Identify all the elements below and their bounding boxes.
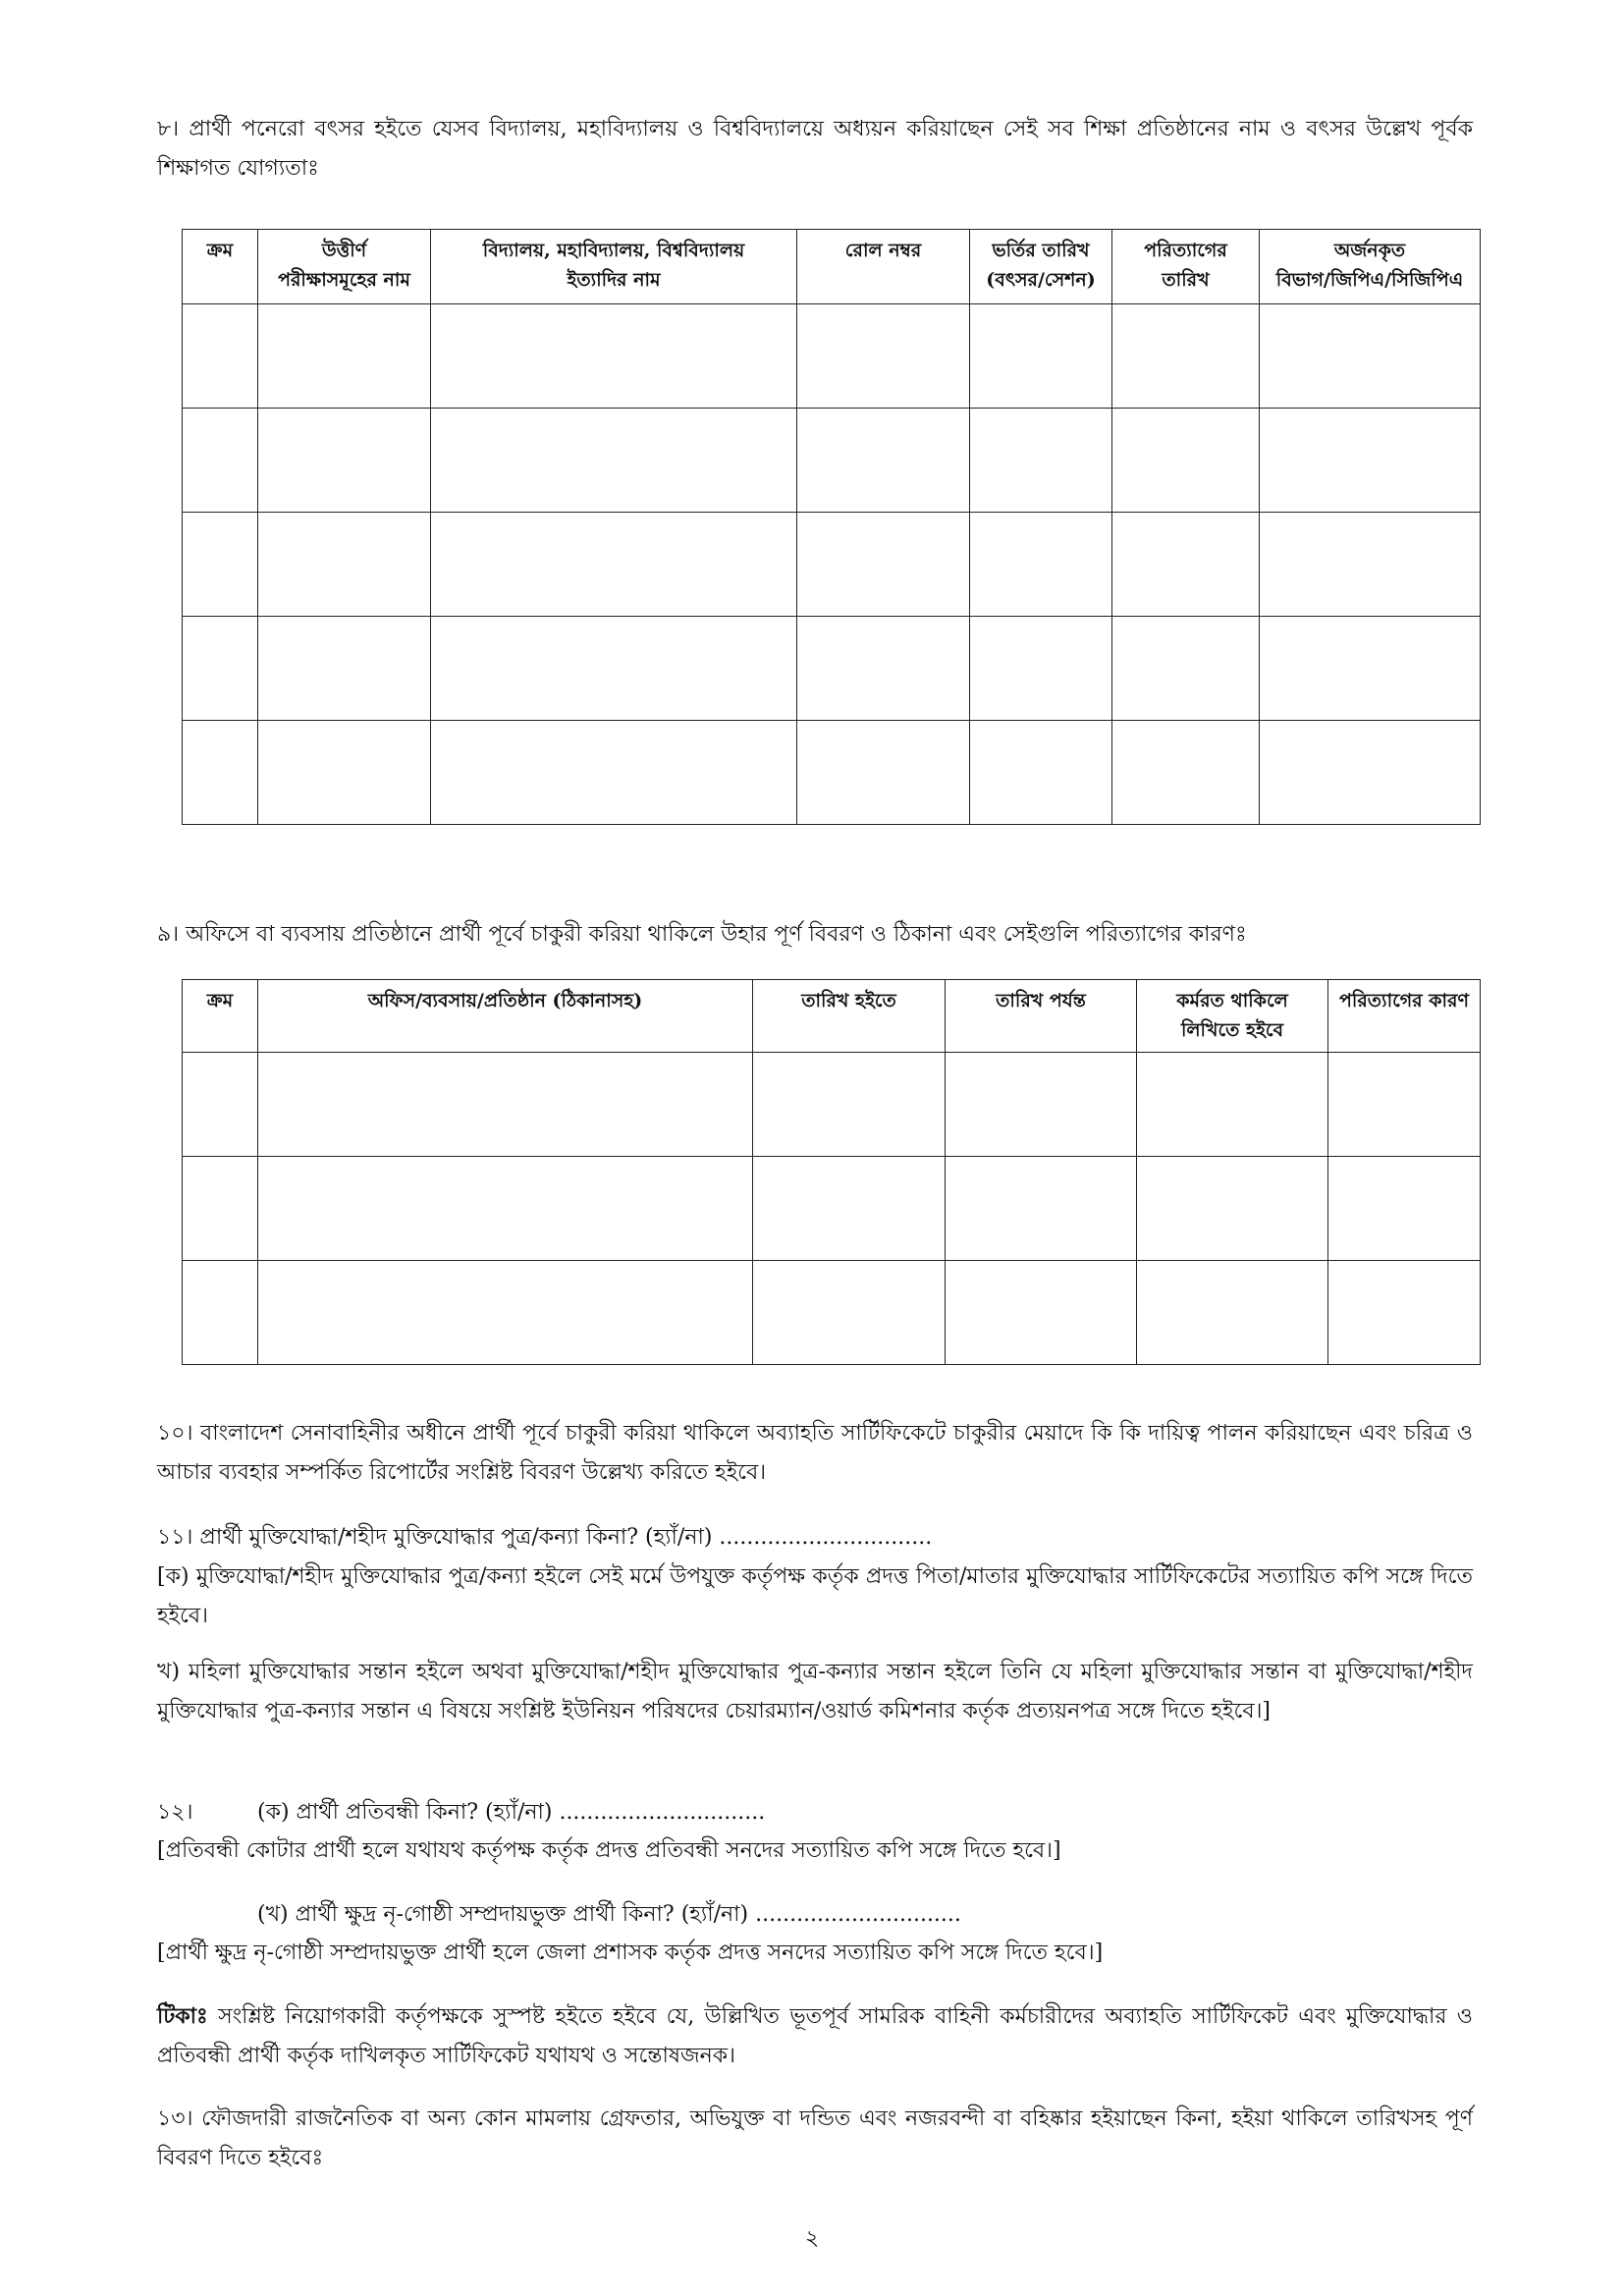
cell[interactable] <box>431 617 797 721</box>
cell[interactable] <box>183 1053 258 1157</box>
table-row <box>183 409 1481 513</box>
tika-label: টিকাঃ <box>157 2003 208 2029</box>
cell[interactable] <box>1260 409 1481 513</box>
cell[interactable] <box>258 513 431 617</box>
cell[interactable] <box>970 304 1112 409</box>
cell[interactable] <box>970 721 1112 825</box>
cell[interactable] <box>946 1053 1137 1157</box>
cell[interactable] <box>431 721 797 825</box>
cell[interactable] <box>946 1157 1137 1261</box>
cell[interactable] <box>431 304 797 409</box>
cell[interactable] <box>797 513 970 617</box>
cell[interactable] <box>183 304 258 409</box>
cell[interactable] <box>1328 1261 1481 1365</box>
col-exam-name: উত্তীর্ণ পরীক্ষাসমূহের নাম <box>258 230 431 304</box>
col-admission-date: ভর্তির তারিখ (বৎসর/সেশন) <box>970 230 1112 304</box>
table-row <box>183 1053 1481 1157</box>
section-11-question: ১১। প্রার্থী মুক্তিযোদ্ধা/শহীদ মুক্তিযোদ্ধার পুত্র/কন্যা কিনা? (হ্যাঁ/না) ............................... <box>157 1525 933 1550</box>
section-12-number: ১২। <box>157 1800 193 1825</box>
section-9-heading: ৯। অফিসে বা ব্যবসায় প্রতিষ্ঠানে প্রার্থী পূর্বে চাকুরী করিয়া থাকিলে উহার পূর্ণ বিবরণ ও ঠিকানা এবং সেইগুলি পরিত্যাগের কারণঃ <box>157 922 1247 947</box>
col-date-to: তারিখ পর্যন্ত <box>946 980 1137 1053</box>
cell[interactable] <box>258 304 431 409</box>
cell[interactable] <box>1137 1157 1328 1261</box>
cell[interactable] <box>753 1261 946 1365</box>
section-11-note-b: খ) মহিলা মুক্তিযোদ্ধার সন্তান হইলে অথবা মুক্তিযোদ্ধা/শহীদ মুক্তিযোদ্ধার পুত্র-কন্যার সন্তান হইলে তিনি যে মহিলা মুক্তিযোদ্ধার সন্তান বা মুক্তিযোদ্ধা/শহীদ মুক্তিযোদ্ধার পুত্র-কন্যার সন্তান এ বিষয়ে সংশ্লিষ্ট ইউনিয়ন পরিষদের চেয়ারম্যান/ওয়ার্ড কমিশনার কর্তৃক প্রত্যয়নপত্র সঙ্গে দিতে হইবে।] <box>157 1660 1473 1723</box>
cell[interactable] <box>797 721 970 825</box>
cell[interactable] <box>1137 1261 1328 1365</box>
cell[interactable] <box>1112 617 1260 721</box>
cell[interactable] <box>183 513 258 617</box>
section-12-question-a: (ক) প্রার্থী প্রতিবন্ধী কিনা? (হ্যাঁ/না) .............................. <box>257 1800 766 1825</box>
cell[interactable] <box>970 409 1112 513</box>
cell[interactable] <box>797 409 970 513</box>
cell[interactable] <box>1328 1157 1481 1261</box>
cell[interactable] <box>1112 721 1260 825</box>
table-row <box>183 721 1481 825</box>
col-if-employed: কর্মরত থাকিলে লিখিতে হইবে <box>1137 980 1328 1053</box>
cell[interactable] <box>797 304 970 409</box>
cell[interactable] <box>1112 409 1260 513</box>
col-serial: ক্রম <box>183 230 258 304</box>
cell[interactable] <box>1112 304 1260 409</box>
cell[interactable] <box>797 617 970 721</box>
cell[interactable] <box>1260 721 1481 825</box>
cell[interactable] <box>753 1157 946 1261</box>
cell[interactable] <box>183 1261 258 1365</box>
section-12-note-a: [প্রতিবন্ধী কোটার প্রার্থী হলে যথাযথ কর্তৃপক্ষ কর্তৃক প্রদত্ত প্রতিবন্ধী সনদের সত্যায়িত কপি সঙ্গে দিতে হবে।] <box>157 1838 1061 1863</box>
col-office-address: অফিস/ব্যবসায়/প্রতিষ্ঠান (ঠিকানাসহ) <box>258 980 753 1053</box>
cell[interactable] <box>946 1261 1137 1365</box>
col-institution-name: বিদ্যালয়, মহাবিদ্যালয়, বিশ্ববিদ্যালয় ইত্যাদির নাম <box>431 230 797 304</box>
cell[interactable] <box>1260 304 1481 409</box>
cell[interactable] <box>1137 1053 1328 1157</box>
table-row <box>183 617 1481 721</box>
section-8-heading: ৮। প্রার্থী পনেরো বৎসর হইতে যেসব বিদ্যালয়, মহাবিদ্যালয় ও বিশ্ববিদ্যালয়ে অধ্যয়ন করিয়াছেন সেই সব শিক্ষা প্রতিষ্ঠানের নাম ও বৎসর উল্লেখ পূর্বক শিক্ষাগত যোগ্যতাঃ <box>157 117 1473 181</box>
section-11-note-a: [ক) মুক্তিযোদ্ধা/শহীদ মুক্তিযোদ্ধার পুত্র/কন্যা হইলে সেই মর্মে উপযুক্ত কর্তৃপক্ষ কর্তৃক প্রদত্ত পিতা/মাতার মুক্তিযোদ্ধার সার্টিফিকেটের সত্যায়িত কপি সঙ্গে দিতে হইবে। <box>157 1564 1473 1628</box>
cell[interactable] <box>431 513 797 617</box>
col-date-from: তারিখ হইতে <box>753 980 946 1053</box>
cell[interactable] <box>1112 513 1260 617</box>
tika-text: সংশ্লিষ্ট নিয়োগকারী কর্তৃপক্ষকে সুস্পষ্ট হইতে হইবে যে, উল্লিখিত ভূতপূর্ব সামরিক বাহিনী কর্মচারীদের অব্যাহতি সার্টিফিকেট এবং মুক্তিযোদ্ধার ও প্রতিবন্ধী প্রার্থী কর্তৃক দাখিলকৃত সার্টিফিকেট যথাযথ ও সন্তোষজনক। <box>157 2004 1473 2068</box>
cell[interactable] <box>970 617 1112 721</box>
cell[interactable] <box>258 1261 753 1365</box>
cell[interactable] <box>258 409 431 513</box>
col-roll-number: রোল নম্বর <box>797 230 970 304</box>
cell[interactable] <box>431 409 797 513</box>
employment-table-header <box>183 980 1481 1053</box>
col-serial: ক্রম <box>183 980 258 1053</box>
section-12-note-b: [প্রার্থী ক্ষুদ্র নৃ-গোষ্ঠী সম্প্রদায়ভুক্ত প্রার্থী হলে জেলা প্রশাসক কর্তৃক প্রদত্ত সনদের সত্যায়িত কপি সঙ্গে দিতে হবে।] <box>157 1941 1104 1965</box>
cell[interactable] <box>1328 1053 1481 1157</box>
section-10-text: ১০। বাংলাদেশ সেনাবাহিনীর অধীনে প্রার্থী পূর্বে চাকুরী করিয়া থাকিলে অব্যাহতি সার্টিফিকেটে চাকুরীর মেয়াদে কি কি দায়িত্ব পালন করিয়াছেন এবং চরিত্র ও আচার ব্যবহার সম্পর্কিত রিপোর্টের সংশ্লিষ্ট বিবরণ উল্লেখ্য করিতে হইবে। <box>157 1421 1473 1485</box>
cell[interactable] <box>258 721 431 825</box>
cell[interactable] <box>1260 617 1481 721</box>
cell[interactable] <box>258 1053 753 1157</box>
col-result: অর্জনকৃত বিভাগ/জিপিএ/সিজিপিএ <box>1260 230 1481 304</box>
cell[interactable] <box>183 617 258 721</box>
col-leaving-date: পরিত্যাগের তারিখ <box>1112 230 1260 304</box>
table-row <box>183 304 1481 409</box>
cell[interactable] <box>183 1157 258 1261</box>
cell[interactable] <box>183 409 258 513</box>
tika-note <box>157 1996 1473 2076</box>
cell[interactable] <box>258 1157 753 1261</box>
table-row <box>183 513 1481 617</box>
table-row <box>183 1261 1481 1365</box>
table-row <box>183 1157 1481 1261</box>
section-12-question-b: (খ) প্রার্থী ক্ষুদ্র নৃ-গোষ্ঠী সম্প্রদায়ভুক্ত প্রার্থী কিনা? (হ্যাঁ/না) .............................. <box>257 1902 961 1927</box>
cell[interactable] <box>258 617 431 721</box>
page-number: ২ <box>804 2226 820 2251</box>
education-table-header <box>183 230 1481 304</box>
cell[interactable] <box>1260 513 1481 617</box>
col-leaving-reason: পরিত্যাগের কারণ <box>1328 980 1481 1053</box>
cell[interactable] <box>183 721 258 825</box>
cell[interactable] <box>970 513 1112 617</box>
cell[interactable] <box>753 1053 946 1157</box>
education-table <box>182 229 1481 825</box>
section-13-text: ১৩। ফৌজদারী রাজনৈতিক বা অন্য কোন মামলায় গ্রেফতার, অভিযুক্ত বা দন্ডিত এবং নজরবন্দী বা বহিষ্কার হইয়াছেন কিনা, হইয়া থাকিলে তারিখসহ পূর্ণ বিবরণ দিতে হইবেঃ <box>157 2106 1473 2170</box>
employment-table <box>182 979 1481 1365</box>
